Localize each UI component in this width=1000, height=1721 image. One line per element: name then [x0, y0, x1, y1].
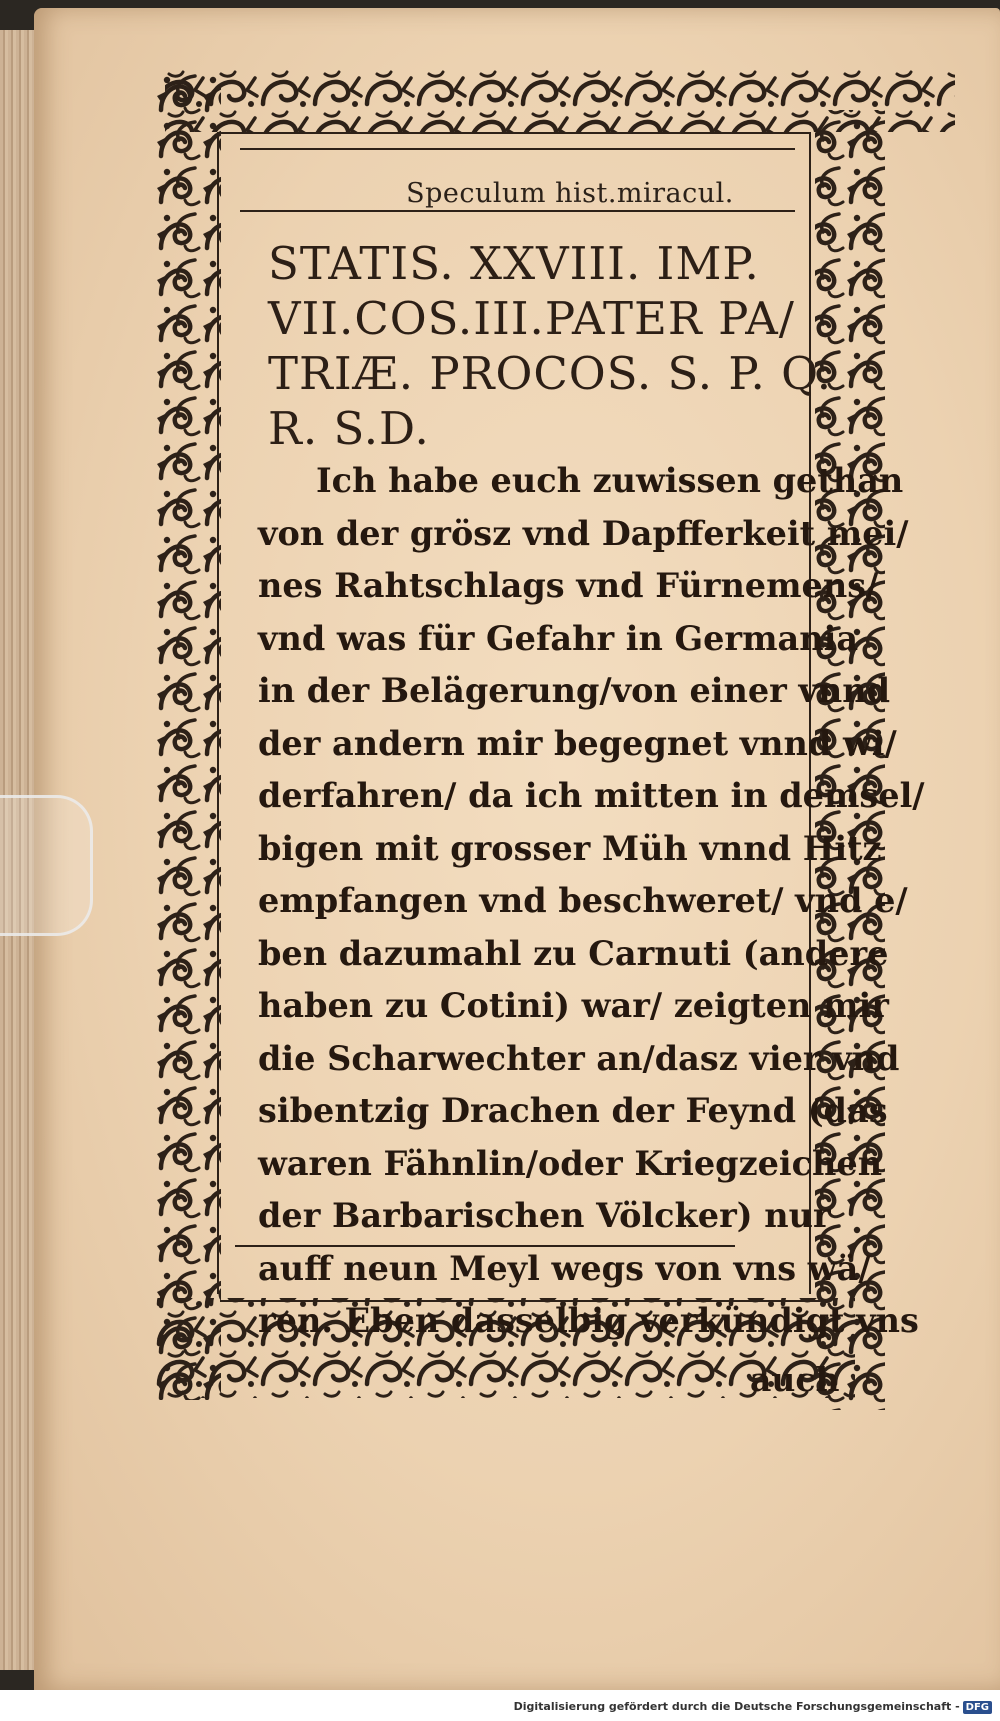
- text-line: von der grösz vnd Dapfferkeit mei/: [258, 513, 909, 553]
- dfg-logo: DFG: [963, 1701, 992, 1714]
- body-text: [258, 455, 925, 1348]
- text-line: der andern mir begegnet vnnd wi/: [258, 723, 897, 763]
- letter-title: [268, 236, 888, 456]
- credit-text: Digitalisierung gefördert durch die Deutsche Forschungsgemeinschaft -: [513, 1700, 960, 1713]
- text-line: auff neun Meyl wegs von vns wä/: [258, 1248, 871, 1288]
- text-line: ren. Eben dasselbig verkündigt vns: [258, 1301, 919, 1340]
- text-line: die Scharwechter an/dasz vier vnd: [258, 1038, 900, 1078]
- title-line: R. S.D.: [268, 402, 430, 455]
- header-rule-top: [240, 148, 795, 150]
- title-line: VII.COS.III.PATER PA/: [268, 292, 795, 345]
- text-line: sibentzig Drachen der Feynd (das: [258, 1091, 888, 1130]
- header-rule-bottom: [240, 210, 795, 212]
- text-line: Ich habe euch zuwissen gethan: [316, 461, 904, 500]
- catchword: auch: [750, 1360, 840, 1399]
- text-line: empfangen vnd beschweret/ vnd e/: [258, 881, 908, 920]
- text-line: nes Rahtschlags vnd Fürnemens/: [258, 566, 879, 605]
- text-line: der Barbarischen Völcker) nur: [258, 1196, 831, 1235]
- text-line: derfahren/ da ich mitten in demsel/: [258, 776, 925, 815]
- text-line: waren Fähnlin/oder Kriegzeichen: [258, 1143, 883, 1183]
- title-line: TRIÆ. PROCOS. S. P. Q.: [268, 347, 833, 400]
- digitization-credit: [514, 1700, 992, 1714]
- running-header: Speculum hist.miracul.: [406, 178, 734, 209]
- title-line: STATIS. XXVIII. IMP.: [268, 237, 760, 290]
- text-line: bigen mit grosser Müh vnnd Hitz: [258, 828, 882, 868]
- page-clip: [0, 795, 93, 936]
- text-line: vnd was für Gefahr in Germania: [258, 618, 859, 658]
- text-line: in der Belägerung/von einer vnnd: [258, 671, 891, 710]
- text-line: haben zu Cotini) war/ zeigten mir: [258, 986, 889, 1025]
- text-line: ben dazumahl zu Carnuti (andere: [258, 933, 889, 973]
